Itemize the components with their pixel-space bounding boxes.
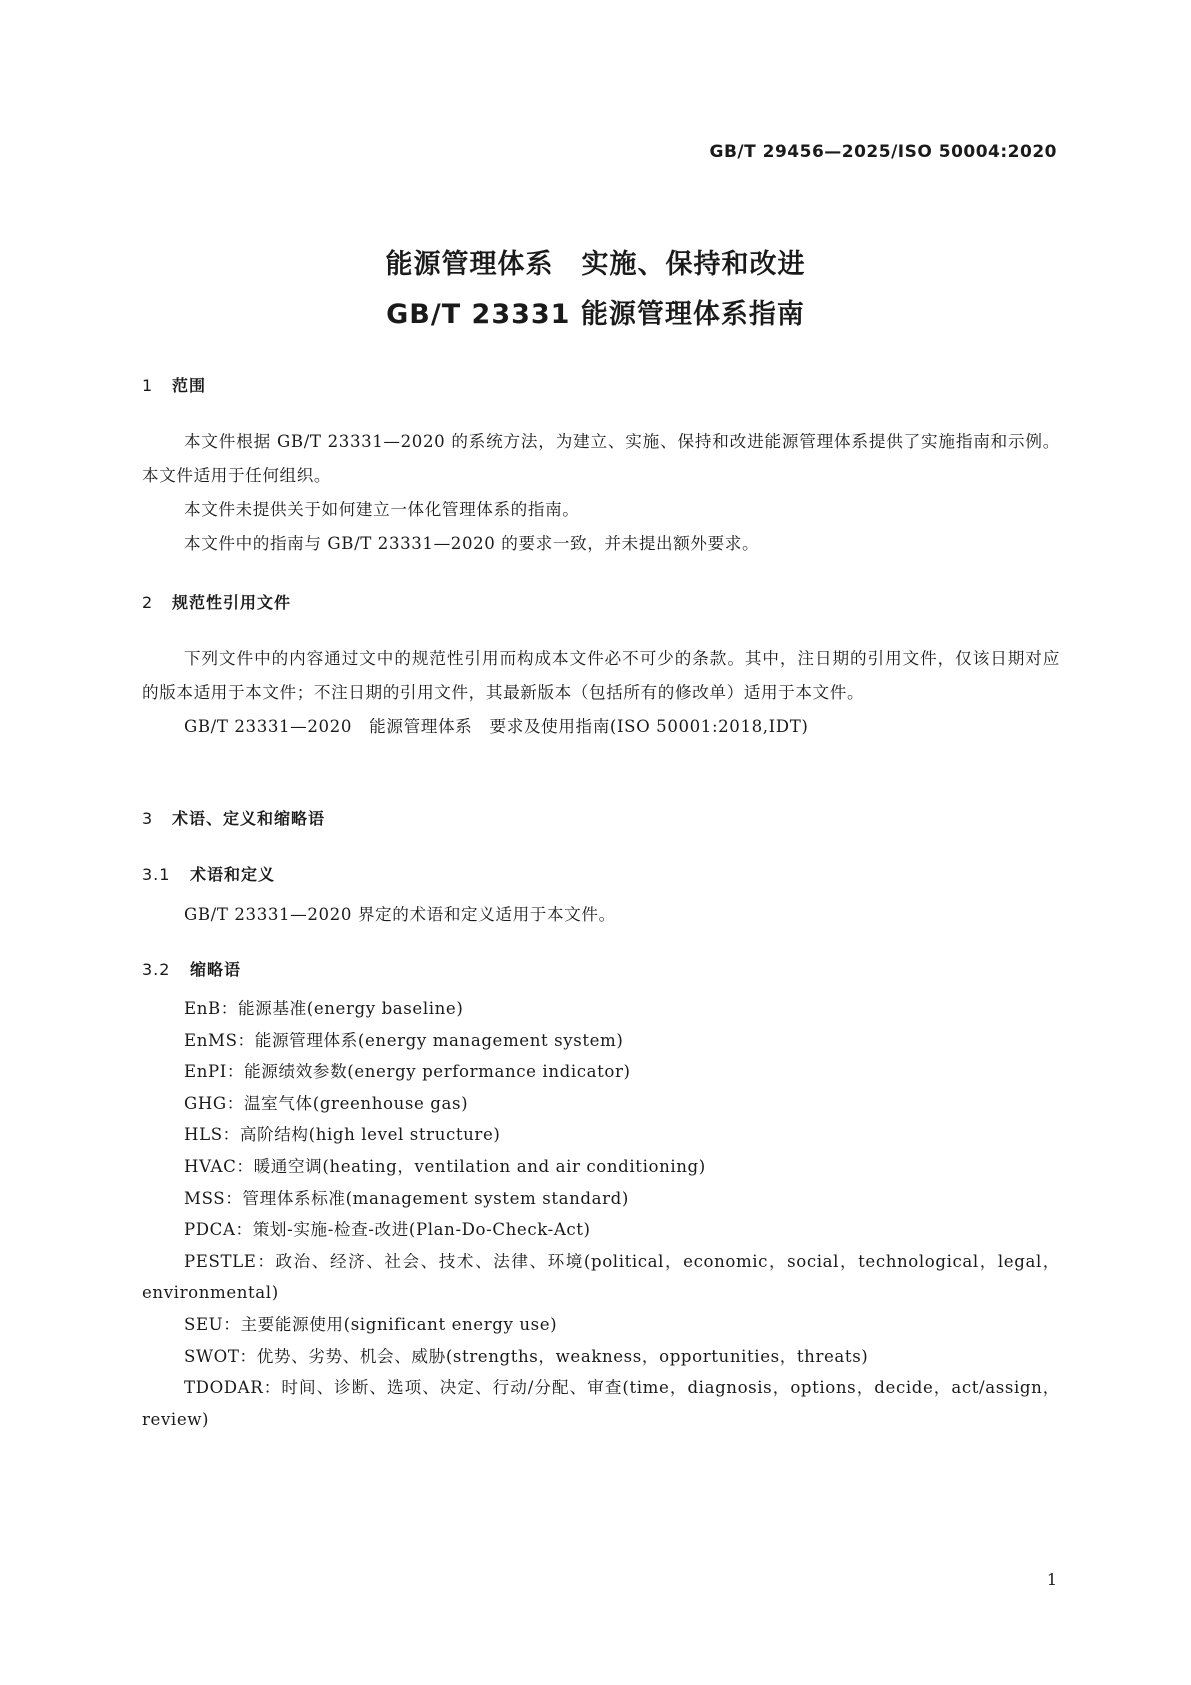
section-title: 术语和定义: [190, 865, 276, 884]
list-item: TDODAR：时间、诊断、选项、决定、行动/分配、审查(time，diagnosis，options，decide，act/assign，review): [142, 1378, 1060, 1429]
title-line-1: 能源管理体系 实施、保持和改进: [385, 249, 806, 280]
section-number: 2: [142, 593, 154, 612]
section-number: 3: [142, 809, 154, 828]
section-2-heading: [142, 590, 291, 613]
list-item: SEU：主要能源使用(significant energy use): [184, 1314, 558, 1334]
list-item: EnPI：能源绩效参数(energy performance indicator): [184, 1062, 631, 1082]
section-title: 范围: [172, 376, 207, 395]
document-title: [0, 240, 1191, 340]
list-item: MSS：管理体系标准(management system standard): [184, 1188, 629, 1208]
list-item: EnB：能源基准(energy baseline): [184, 999, 464, 1018]
list-item: HVAC：暖通空调(heating，ventilation and air conditioning): [184, 1156, 706, 1176]
section-3-1-heading: [142, 862, 275, 885]
list-item: GHG：温室气体(greenhouse gas): [184, 1093, 469, 1113]
section-2-body: [142, 642, 1060, 744]
section-1-body: [142, 425, 1060, 561]
section-number: 3.2: [142, 960, 171, 979]
paragraph: 本文件根据 GB/T 23331—2020 的系统方法，为建立、实施、保持和改进能源管理体系提供了实施指南和示例。本文件适用于任何组织。: [142, 432, 1060, 485]
list-item: EnMS：能源管理体系(energy management system): [184, 1030, 624, 1050]
section-title: 规范性引用文件: [172, 593, 292, 612]
list-item: HLS：高阶结构(high level structure): [184, 1125, 501, 1145]
paragraph: 本文件中的指南与 GB/T 23331—2020 的要求一致，并未提出额外要求。: [184, 534, 760, 553]
title-line-2: GB/T 23331 能源管理体系指南: [386, 299, 805, 330]
section-number: 1: [142, 376, 154, 395]
section-1-heading: [142, 373, 206, 396]
paragraph: 下列文件中的内容通过文中的规范性引用而构成本文件必不可少的条款。其中，注日期的引用文件，仅该日期对应的版本适用于本文件；不注日期的引用文件，其最新版本（包括所有的修改单）适用于本文件。: [142, 649, 1060, 702]
section-3-1-body: [142, 898, 1060, 932]
section-title: 缩略语: [190, 960, 242, 979]
list-item: PESTLE：政治、经济、社会、技术、法律、环境(political，economic，social，technological，legal，environmental): [142, 1251, 1060, 1303]
standard-code: GB/T 29456—2025/ISO 50004:2020: [709, 142, 1057, 162]
section-title: 术语、定义和缩略语: [172, 809, 326, 828]
page-number: 1: [1046, 1570, 1057, 1589]
section-3-2-heading: [142, 957, 241, 980]
list-item: SWOT：优势、劣势、机会、威胁(strengths，weakness，opportunities，threats): [184, 1346, 869, 1366]
normative-reference: GB/T 23331—2020 能源管理体系 要求及使用指南(ISO 50001:2018,IDT): [184, 717, 809, 736]
list-item: PDCA：策划-实施-检查-改进(Plan-Do-Check-Act): [184, 1220, 591, 1240]
section-number: 3.1: [142, 865, 171, 884]
abbreviation-list: [142, 993, 1060, 1435]
paragraph: GB/T 23331—2020 界定的术语和定义适用于本文件。: [184, 905, 616, 924]
section-3-heading: [142, 806, 325, 829]
paragraph: 本文件未提供关于如何建立一体化管理体系的指南。: [184, 500, 580, 519]
